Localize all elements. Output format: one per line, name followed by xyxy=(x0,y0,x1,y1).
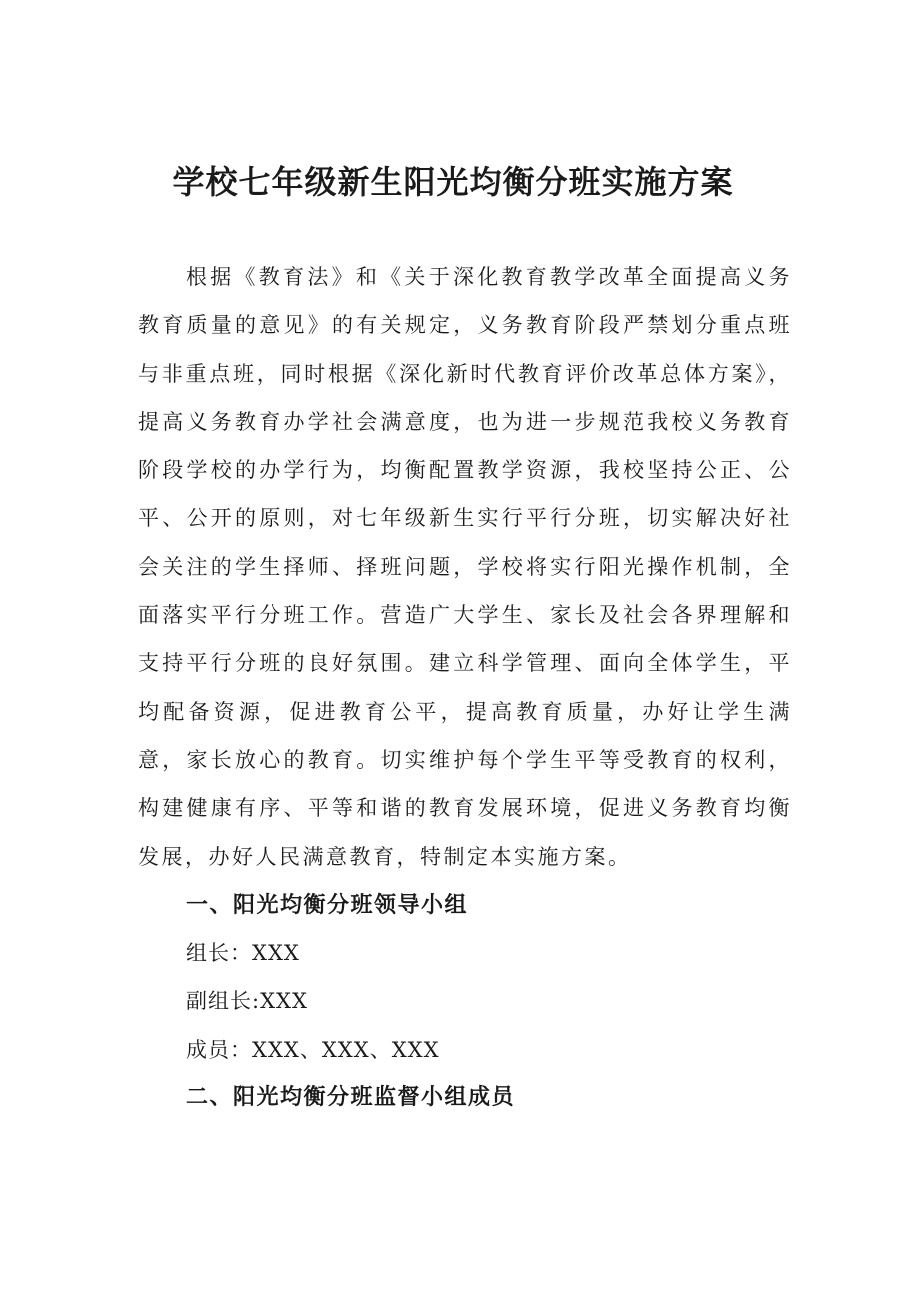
document-title: 学校七年级新生阳光均衡分班实施方案 xyxy=(172,163,734,201)
section-heading-supervision-group: 二、阳光均衡分班监督小组成员 xyxy=(186,1085,516,1110)
section-heading-leadership-group: 一、阳光均衡分班领导小组 xyxy=(186,893,469,918)
group-leader-line: 组长：XXX xyxy=(186,941,300,965)
intro-paragraph: 根据《教育法》和《关于深化教育教学改革全面提高义务教育质量的意见》的有关规定，义务教育阶段严禁划分重点班与非重点班，同时根据《深化新时代教育评价改革总体方案》，提高义务教育办学社会满意度，也为进一步规范我校义务教育阶段学校的办学行为，均衡配置教学资源，我校坚持公正、公平、公开的原则，对七年级新生实行平行分班，切实解决好社会关注的学生择师、择班问题，学校将实行阳光操作机制，全面落实平行分班工作。营造广大学生、家长及社会各界理解和支持平行分班的良好氛围。建立科学管理、面向全体学生，平均配备资源，促进教育公平，提高教育质量，办好让学生满意，家长放心的教育。切实维护每个学生平等受教育的权利，构建健康有序、平等和谐的教育发展环境，促进义务教育均衡发展，办好人民满意教育，特制定本实施方案。 xyxy=(138,265,792,869)
deputy-leader-line: 副组长:XXX xyxy=(186,989,308,1013)
members-line: 成员：XXX、XXX、XXX xyxy=(186,1038,440,1062)
